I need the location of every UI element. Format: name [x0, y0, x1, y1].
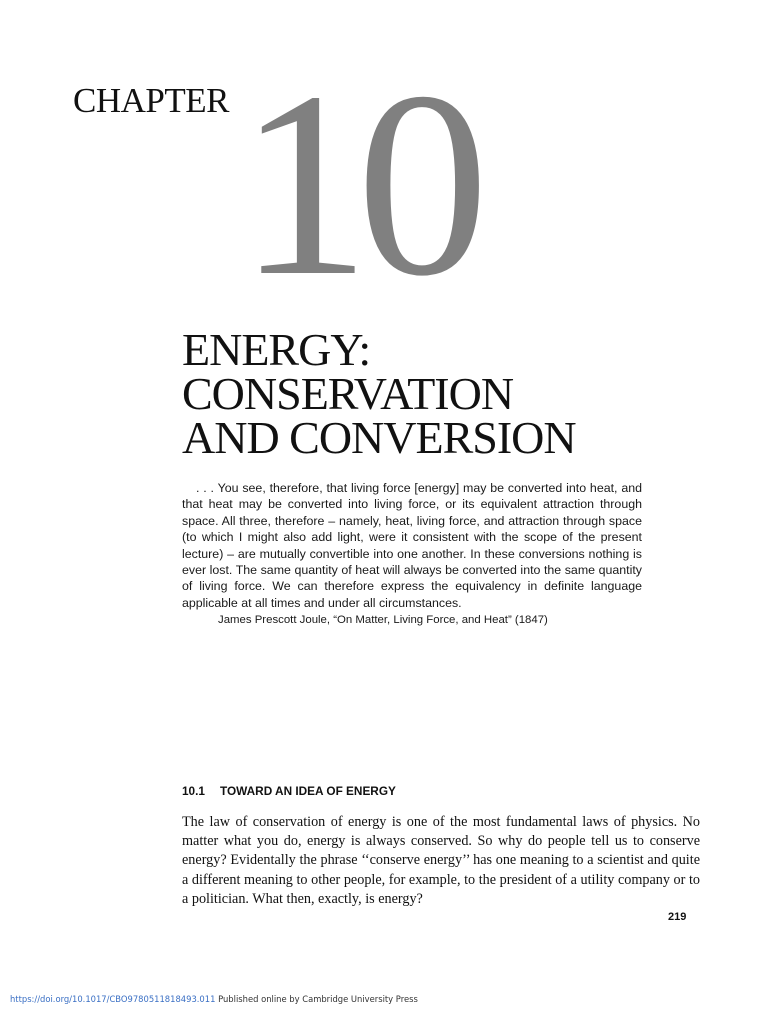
chapter-number: 10: [238, 38, 475, 331]
doi-link[interactable]: https://doi.org/10.1017/CBO9780511818493.011: [10, 994, 216, 1004]
epigraph: [182, 480, 642, 628]
chapter-label: CHAPTER: [73, 81, 229, 120]
body-paragraph: The law of conservation of energy is one of the most fundamental laws of physics. No matter what you do, energy is always conserved. So why do people tell us to conserve energy? Evidentally the phrase ‘‘conserve energy’’ has one meaning to a scientist and quite a different meaning to other people, for example, to the president of a utility company or to a politician. What then, exactly, is energy?: [182, 814, 700, 907]
epigraph-quote: . . . You see, therefore, that living force [energy] may be converted into heat, and that heat may be converted into living force, or its equivalent attraction through space. All three, therefore – namely, heat, living force, and attraction through space (to which I might also add light, were it consistent with the scope of the present lecture) – are mutually convertible into one another. In these conversions nothing is ever lost. The same quantity of heat will always be converted into the same quantity of living force. We can therefore express the equivalency in definite language applicable at all times and under all circumstances.: [182, 481, 642, 610]
chapter-title-line: AND CONVERSION: [182, 412, 576, 463]
chapter-title-line: ENERGY:: [182, 324, 371, 375]
section-heading: [182, 784, 396, 798]
chapter-title: [182, 324, 576, 463]
epigraph-attribution: James Prescott Joule, “On Matter, Living Force, and Heat” (1847): [218, 614, 548, 627]
published-text: Published online by Cambridge University Press: [218, 994, 418, 1004]
page-number: 219: [668, 911, 687, 923]
section-title: TOWARD AN IDEA OF ENERGY: [220, 784, 396, 798]
footer: [10, 993, 418, 1005]
section-number: 10.1: [182, 784, 205, 798]
chapter-title-line: CONSERVATION: [182, 368, 514, 419]
